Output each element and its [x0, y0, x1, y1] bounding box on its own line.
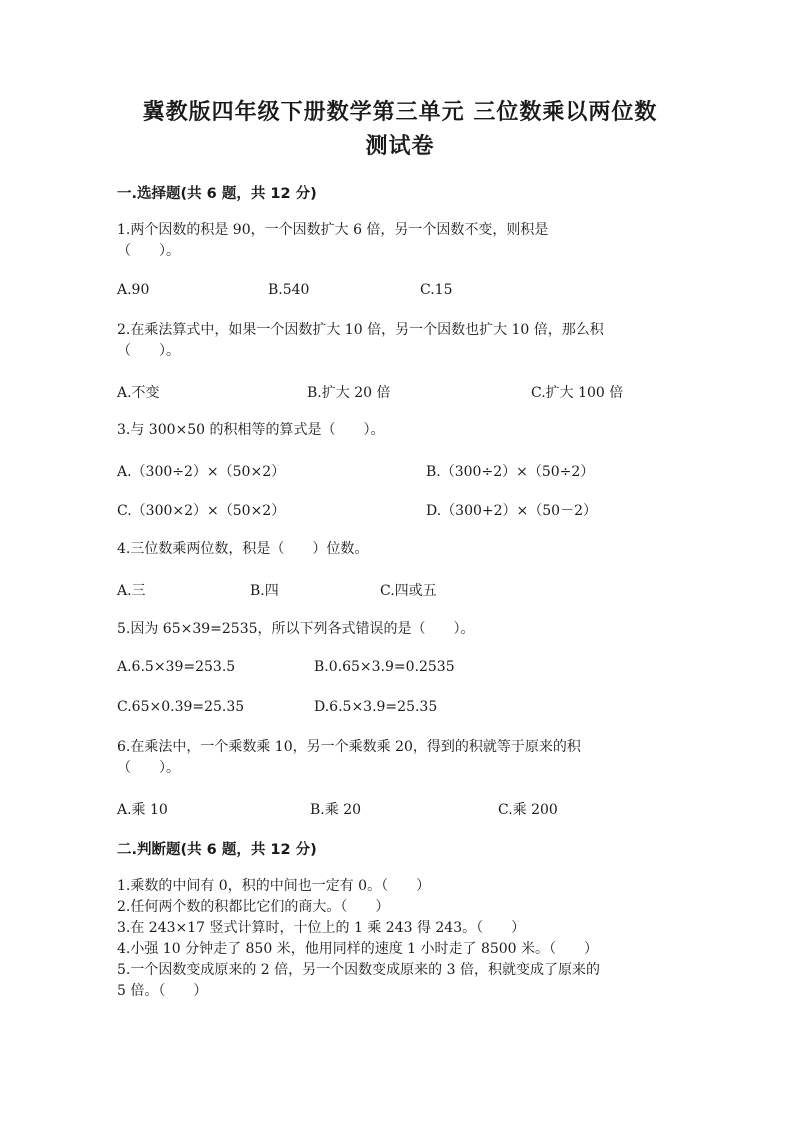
question-stem: 2.在乘法算式中，如果一个因数扩大 10 倍，另一个因数也扩大 10 倍，那么积 — [117, 322, 604, 338]
question-3 — [117, 420, 687, 441]
option-b[interactable]: B.四 — [250, 583, 279, 599]
option-d[interactable]: D.（300+2）×（50－2） — [426, 503, 597, 519]
judgment-item-3: 3.在 243×17 竖式计算时，十位上的 1 乘 243 得 243。（ ） — [117, 920, 526, 936]
option-a[interactable]: A.三 — [117, 583, 146, 599]
question-stem: 5.因为 65×39=2535，所以下列各式错误的是（ ）。 — [117, 621, 475, 637]
judgment-item-5-cont: 5 倍。（ ） — [117, 983, 208, 999]
question-stem: 6.在乘法中，一个乘数乘 10，另一个乘数乘 20，得到的积就等于原来的积 — [117, 739, 581, 755]
judgment-item-2: 2.任何两个数的积都比它们的商大。（ ） — [117, 899, 390, 915]
question-stem-cont: （ ）。 — [117, 760, 180, 776]
option-a[interactable]: A.乘 10 — [117, 802, 168, 818]
question-stem-cont: （ ）。 — [117, 343, 180, 359]
page-title-line1: 冀教版四年级下册数学第三单元 三位数乘以两位数 — [142, 100, 658, 125]
question-5 — [117, 619, 687, 640]
option-a[interactable]: A.6.5×39=253.5 — [117, 659, 236, 675]
option-b[interactable]: B.扩大 20 倍 — [307, 385, 391, 401]
option-b[interactable]: B.0.65×3.9=0.2535 — [314, 659, 455, 675]
question-6 — [117, 737, 687, 779]
option-a[interactable]: A.90 — [117, 282, 150, 298]
option-c[interactable]: C.15 — [420, 282, 453, 298]
option-c[interactable]: C.（300×2）×（50×2） — [117, 503, 286, 519]
option-b[interactable]: B.乘 20 — [310, 802, 362, 818]
option-c[interactable]: C.65×0.39=25.35 — [117, 699, 245, 715]
judgment-list — [117, 876, 687, 1002]
option-c[interactable]: C.乘 200 — [498, 802, 558, 818]
section-heading-choice: 一.选择题(共 6 题，共 12 分) — [117, 186, 317, 202]
question-stem-cont: （ ）。 — [117, 243, 180, 259]
page-title-line2: 测试卷 — [365, 134, 435, 159]
option-a[interactable]: A.不变 — [117, 385, 160, 401]
judgment-item-5: 5.一个因数变成原来的 2 倍，另一个因数变成原来的 3 倍，积就变成了原来的 — [117, 962, 600, 978]
judgment-item-1: 1.乘数的中间有 0，积的中间也一定有 0。（ ） — [117, 878, 431, 894]
option-d[interactable]: D.6.5×3.9=25.35 — [314, 699, 438, 715]
question-4 — [117, 539, 687, 560]
option-c[interactable]: C.扩大 100 倍 — [531, 385, 624, 401]
option-b[interactable]: B.（300÷2）×（50÷2） — [426, 464, 595, 480]
option-a[interactable]: A.（300÷2）×（50×2） — [117, 464, 286, 480]
option-c[interactable]: C.四或五 — [380, 583, 437, 599]
question-stem: 1.两个因数的积是 90，一个因数扩大 6 倍，另一个因数不变，则积是 — [117, 222, 549, 238]
question-stem: 3.与 300×50 的积相等的算式是（ ）。 — [117, 422, 385, 438]
question-1 — [117, 220, 687, 262]
judgment-item-4: 4.小强 10 分钟走了 850 米，他用同样的速度 1 小时走了 8500 米。（ ） — [117, 941, 599, 957]
question-2 — [117, 320, 687, 362]
question-stem: 4.三位数乘两位数，积是（ ）位数。 — [117, 541, 369, 557]
section-heading-judgment: 二.判断题(共 6 题，共 12 分) — [117, 842, 317, 858]
option-b[interactable]: B.540 — [268, 282, 310, 298]
